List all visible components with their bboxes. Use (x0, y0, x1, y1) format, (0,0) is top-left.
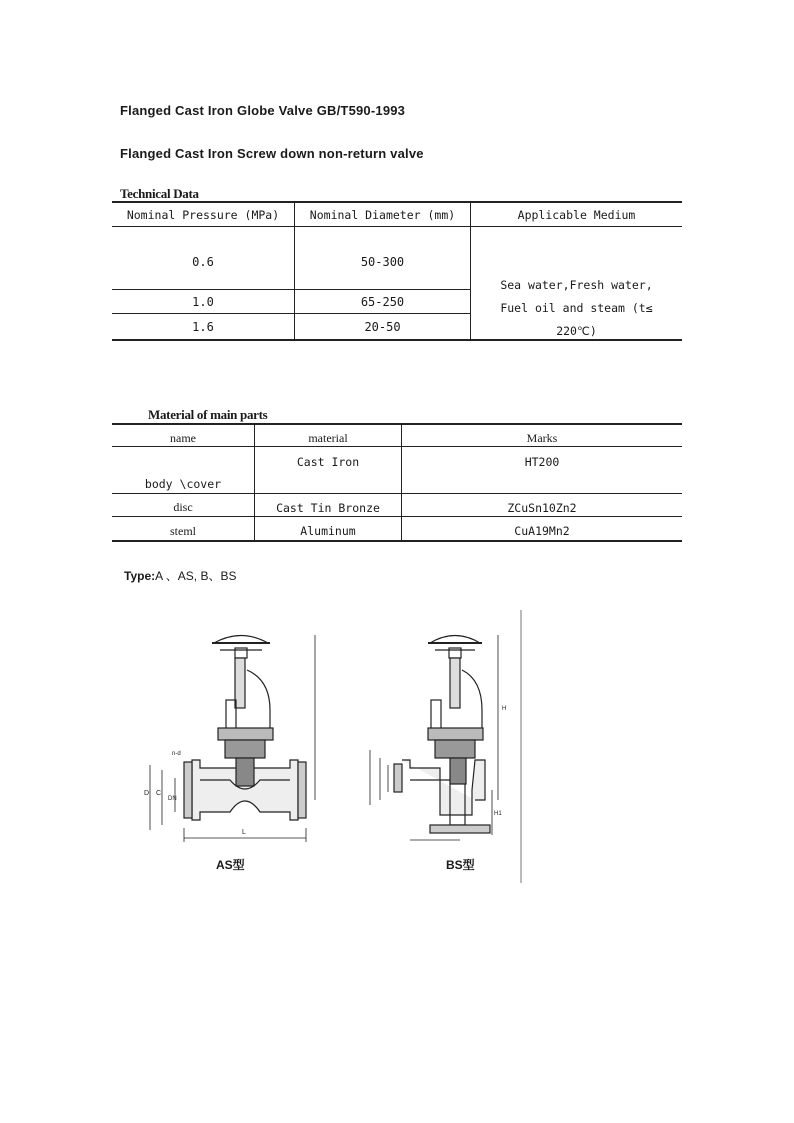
dim-dn-label: DN (168, 796, 177, 802)
medium-line: Sea water,Fresh water, (500, 278, 653, 292)
dim-h-label: H (502, 706, 507, 712)
name-cell: steml (170, 524, 196, 538)
material-cell: Aluminum (300, 524, 356, 538)
medium-line: 220℃) (556, 324, 597, 338)
pressure-cell: 0.6 (192, 255, 214, 269)
header-name: name (170, 431, 196, 445)
table-rule (112, 446, 682, 447)
materials-label: Material of main parts (148, 407, 268, 422)
table-rule (112, 201, 682, 203)
dim-h1-label: H1 (494, 811, 502, 817)
pressure-cell: 1.6 (192, 320, 214, 334)
dim-d-label: D (144, 790, 150, 797)
bs-caption: BS型 (446, 858, 475, 872)
marks-cell: HT200 (524, 455, 560, 469)
material-cell: Cast Iron (296, 455, 360, 469)
name-cell: body \cover (144, 477, 222, 491)
marks-cell: ZCuSn10Zn2 (507, 501, 577, 515)
table-rule (112, 339, 682, 341)
types-value: A 、AS, B、BS (155, 569, 237, 583)
name-cell: disc (173, 500, 193, 514)
pressure-cell: 1.0 (192, 295, 214, 309)
marks-cell: CuA19Mn2 (514, 524, 570, 538)
bs-valve-drawing (370, 635, 498, 840)
dim-nd-label: n-d (172, 751, 181, 757)
page-subtitle: Flanged Cast Iron Screw down non-return valve (120, 146, 424, 161)
table-rule (112, 516, 682, 517)
diameter-cell: 20-50 (364, 320, 401, 334)
table-rule (112, 313, 471, 314)
technical-data-label: Technical Data (120, 186, 199, 201)
valve-drawings (120, 600, 540, 890)
table-rule (112, 289, 471, 290)
table-rule (112, 493, 682, 494)
diameter-cell: 50-300 (360, 255, 405, 269)
table-rule (112, 540, 682, 542)
header-diameter: Nominal Diameter (mm) (309, 208, 456, 222)
types-line (124, 567, 237, 584)
diameter-cell: 65-250 (360, 295, 405, 309)
medium-line: Fuel oil and steam (t≤ (500, 301, 653, 315)
table-rule (112, 226, 682, 227)
header-material: material (308, 431, 348, 445)
dim-l-label: L (242, 829, 246, 836)
header-medium: Applicable Medium (517, 208, 636, 222)
header-pressure: Nominal Pressure (MPa) (126, 208, 280, 222)
material-cell: Cast Tin Bronze (276, 501, 380, 515)
as-caption: AS型 (216, 858, 245, 872)
header-marks: Marks (526, 431, 558, 445)
types-label: Type: (124, 569, 156, 583)
page-title: Flanged Cast Iron Globe Valve GB/T590-1993 (120, 103, 406, 118)
table-rule (112, 423, 682, 425)
dim-c-label: C (156, 790, 162, 797)
as-valve-drawing (150, 635, 315, 842)
